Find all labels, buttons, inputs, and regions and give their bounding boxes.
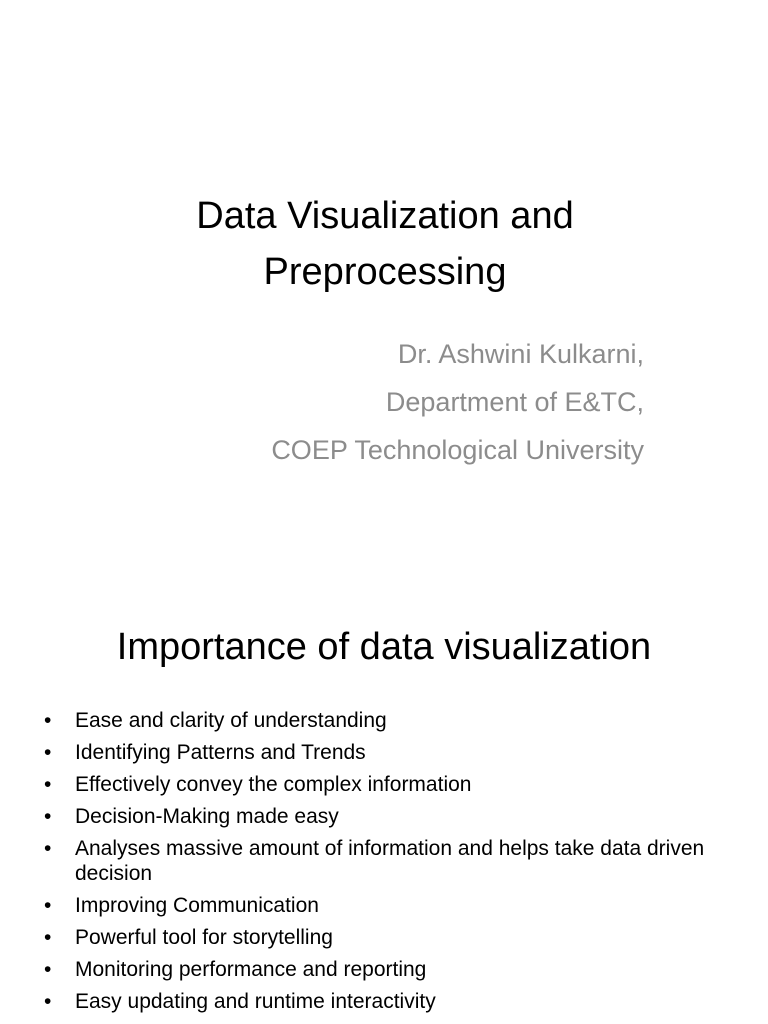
list-item [44, 804, 744, 829]
bullet-text: Identifying Patterns and Trends [75, 741, 366, 764]
bullet-text: Powerful tool for storytelling [75, 926, 333, 949]
bullet-text: Improving Communication [75, 894, 319, 917]
bullet-text: Analyses massive amount of information and helps take data driven decision [75, 837, 705, 885]
list-item [44, 708, 744, 733]
bullet-icon: • [44, 926, 52, 949]
presentation-subtitle [124, 330, 644, 474]
bullet-icon: • [44, 805, 52, 828]
title-line-1: Data Visualization and [196, 195, 574, 237]
list-item [44, 893, 744, 918]
bullet-icon: • [44, 990, 52, 1013]
bullet-icon: • [44, 709, 52, 732]
bullet-text: Effectively convey the complex information [75, 773, 472, 796]
list-item [44, 989, 744, 1014]
list-item [44, 740, 744, 765]
presentation-title [130, 188, 640, 300]
title-line-2: Preprocessing [263, 251, 507, 293]
bullet-list [44, 708, 744, 1021]
author-university: COEP Technological University [271, 435, 644, 465]
author-department: Department of E&TC, [385, 387, 644, 417]
bullet-text: Decision-Making made easy [75, 805, 339, 828]
bullet-icon: • [44, 837, 52, 860]
bullet-icon: • [44, 958, 52, 981]
bullet-text: Ease and clarity of understanding [75, 709, 387, 732]
author-name: Dr. Ashwini Kulkarni, [397, 339, 644, 369]
bullet-icon: • [44, 894, 52, 917]
list-item [44, 925, 744, 950]
bullet-text: Easy updating and runtime interactivity [75, 990, 436, 1013]
list-item [44, 836, 744, 886]
bullet-text: Monitoring performance and reporting [75, 958, 427, 981]
slide-title: Importance of data visualization [116, 626, 652, 668]
bullet-icon: • [44, 741, 52, 764]
list-item [44, 957, 744, 982]
list-item [44, 772, 744, 797]
content-slide [0, 576, 768, 1024]
bullet-icon: • [44, 773, 52, 796]
